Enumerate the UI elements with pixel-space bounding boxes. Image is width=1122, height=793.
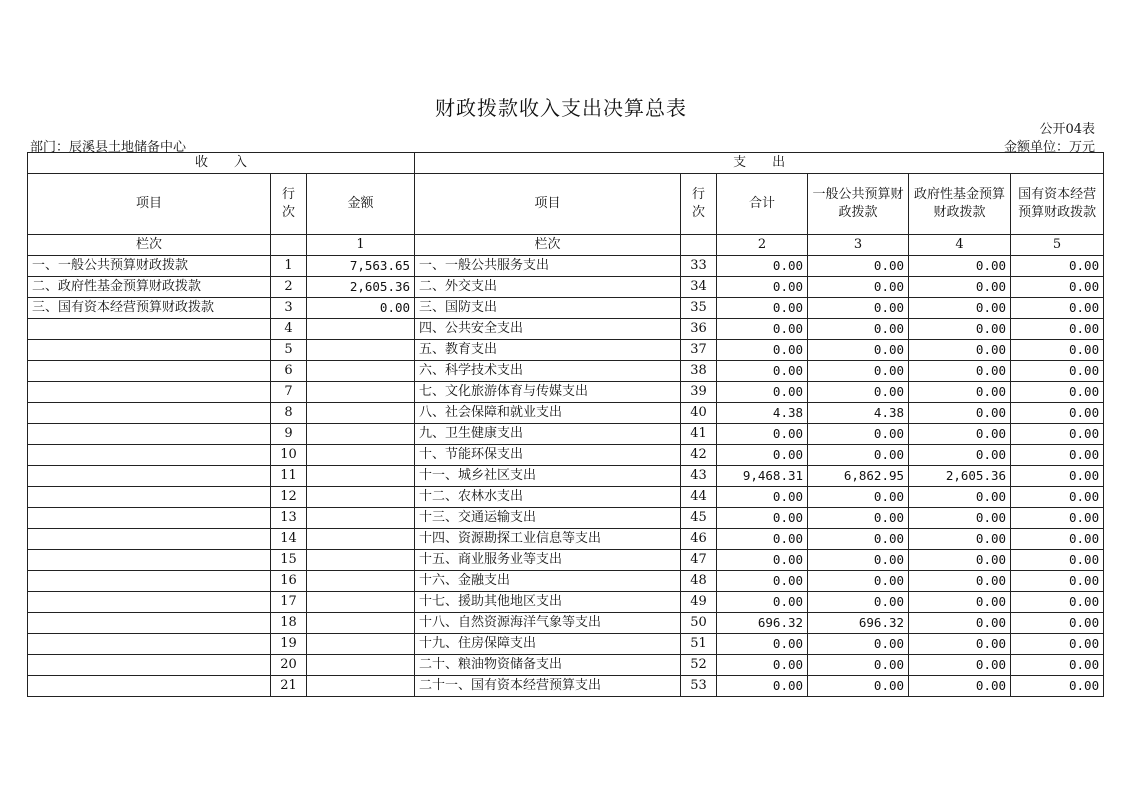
income-item-cell	[28, 571, 271, 592]
state-capital-cell: 0.00	[1011, 319, 1104, 340]
expense-row-no-cell: 37	[681, 340, 717, 361]
total-cell: 0.00	[717, 445, 808, 466]
expense-row-no-cell: 41	[681, 424, 717, 445]
income-row-no-cell: 7	[271, 382, 307, 403]
income-amount-cell	[307, 508, 415, 529]
col-income-amount: 金额	[307, 174, 415, 235]
table-row	[28, 466, 1104, 487]
fund-budget-cell: 0.00	[909, 487, 1011, 508]
income-amount-cell	[307, 571, 415, 592]
fund-budget-cell: 0.00	[909, 676, 1011, 697]
fund-budget-cell: 0.00	[909, 340, 1011, 361]
index-col-4: 4	[909, 235, 1011, 256]
col-state-capital-budget: 国有资本经营预算财政拨款	[1011, 174, 1104, 235]
expense-item-cell: 八、社会保障和就业支出	[415, 403, 681, 424]
income-amount-cell	[307, 550, 415, 571]
index-col-2: 2	[717, 235, 808, 256]
index-label-left: 栏次	[28, 235, 271, 256]
expense-row-no-cell: 45	[681, 508, 717, 529]
col-expense-row-no: 行次	[681, 174, 717, 235]
total-cell: 0.00	[717, 361, 808, 382]
section-header-row	[28, 153, 1104, 174]
income-row-no-cell: 5	[271, 340, 307, 361]
total-cell: 0.00	[717, 592, 808, 613]
page-title: 财政拨款收入支出决算总表	[435, 96, 687, 120]
fund-budget-cell: 0.00	[909, 424, 1011, 445]
income-item-cell	[28, 487, 271, 508]
income-amount-cell: 7,563.65	[307, 256, 415, 277]
state-capital-cell: 0.00	[1011, 382, 1104, 403]
income-amount-cell	[307, 655, 415, 676]
general-budget-cell: 0.00	[808, 634, 909, 655]
table-row	[28, 319, 1104, 340]
total-cell: 0.00	[717, 529, 808, 550]
total-cell: 4.38	[717, 403, 808, 424]
appropriation-summary-table	[27, 152, 1104, 697]
income-amount-cell	[307, 613, 415, 634]
state-capital-cell: 0.00	[1011, 613, 1104, 634]
table-row	[28, 256, 1104, 277]
general-budget-cell: 0.00	[808, 256, 909, 277]
general-budget-cell: 6,862.95	[808, 466, 909, 487]
table-row	[28, 361, 1104, 382]
expense-row-no-cell: 40	[681, 403, 717, 424]
state-capital-cell: 0.00	[1011, 424, 1104, 445]
state-capital-cell: 0.00	[1011, 676, 1104, 697]
income-row-no-cell: 13	[271, 508, 307, 529]
fund-budget-cell: 0.00	[909, 508, 1011, 529]
general-budget-cell: 0.00	[808, 508, 909, 529]
expense-item-cell: 九、卫生健康支出	[415, 424, 681, 445]
income-item-cell	[28, 382, 271, 403]
income-item-cell	[28, 319, 271, 340]
general-budget-cell: 0.00	[808, 382, 909, 403]
table-row	[28, 487, 1104, 508]
expense-item-cell: 十四、资源勘探工业信息等支出	[415, 529, 681, 550]
col-general-budget: 一般公共预算财政拨款	[808, 174, 909, 235]
table-row	[28, 298, 1104, 319]
state-capital-cell: 0.00	[1011, 445, 1104, 466]
income-item-cell	[28, 445, 271, 466]
column-index-row	[28, 235, 1104, 256]
expense-section-header: 支 出	[415, 153, 1104, 174]
income-row-no-cell: 8	[271, 403, 307, 424]
fund-budget-cell: 2,605.36	[909, 466, 1011, 487]
table-row	[28, 424, 1104, 445]
table-row	[28, 592, 1104, 613]
expense-item-cell: 二、外交支出	[415, 277, 681, 298]
col-fund-budget: 政府性基金预算财政拨款	[909, 174, 1011, 235]
table-row	[28, 340, 1104, 361]
index-col-3: 3	[808, 235, 909, 256]
fund-budget-cell: 0.00	[909, 445, 1011, 466]
fund-budget-cell: 0.00	[909, 403, 1011, 424]
income-row-no-cell: 1	[271, 256, 307, 277]
income-item-cell	[28, 676, 271, 697]
expense-row-no-cell: 34	[681, 277, 717, 298]
state-capital-cell: 0.00	[1011, 403, 1104, 424]
expense-item-cell: 十二、农林水支出	[415, 487, 681, 508]
expense-row-no-cell: 39	[681, 382, 717, 403]
income-item-cell	[28, 424, 271, 445]
general-budget-cell: 0.00	[808, 277, 909, 298]
income-item-cell	[28, 466, 271, 487]
table-row	[28, 571, 1104, 592]
index-col-5: 5	[1011, 235, 1104, 256]
total-cell: 0.00	[717, 550, 808, 571]
table-row	[28, 277, 1104, 298]
total-cell: 0.00	[717, 487, 808, 508]
table-row	[28, 613, 1104, 634]
table-row	[28, 634, 1104, 655]
col-total: 合计	[717, 174, 808, 235]
fund-budget-cell: 0.00	[909, 277, 1011, 298]
income-row-no-cell: 2	[271, 277, 307, 298]
index-label-right: 栏次	[415, 235, 681, 256]
state-capital-cell: 0.00	[1011, 508, 1104, 529]
income-item-cell	[28, 361, 271, 382]
general-budget-cell: 0.00	[808, 298, 909, 319]
general-budget-cell: 0.00	[808, 361, 909, 382]
income-amount-cell	[307, 319, 415, 340]
table-row	[28, 655, 1104, 676]
income-amount-cell	[307, 382, 415, 403]
state-capital-cell: 0.00	[1011, 361, 1104, 382]
total-cell: 0.00	[717, 382, 808, 403]
fund-budget-cell: 0.00	[909, 550, 1011, 571]
department-label: 部门：辰溪县土地储备中心	[30, 140, 187, 155]
income-amount-cell	[307, 487, 415, 508]
income-item-cell	[28, 634, 271, 655]
income-row-no-cell: 16	[271, 571, 307, 592]
income-item-cell	[28, 529, 271, 550]
total-cell: 0.00	[717, 634, 808, 655]
income-item-cell	[28, 508, 271, 529]
state-capital-cell: 0.00	[1011, 340, 1104, 361]
expense-item-cell: 七、文化旅游体育与传媒支出	[415, 382, 681, 403]
income-amount-cell	[307, 445, 415, 466]
income-row-no-cell: 17	[271, 592, 307, 613]
income-row-no-cell: 3	[271, 298, 307, 319]
table-row	[28, 445, 1104, 466]
income-row-no-cell: 18	[271, 613, 307, 634]
total-cell: 0.00	[717, 655, 808, 676]
income-item-cell	[28, 550, 271, 571]
state-capital-cell: 0.00	[1011, 634, 1104, 655]
state-capital-cell: 0.00	[1011, 529, 1104, 550]
state-capital-cell: 0.00	[1011, 466, 1104, 487]
income-item-cell	[28, 613, 271, 634]
total-cell: 0.00	[717, 676, 808, 697]
general-budget-cell: 0.00	[808, 340, 909, 361]
general-budget-cell: 0.00	[808, 487, 909, 508]
total-cell: 0.00	[717, 571, 808, 592]
expense-row-no-cell: 33	[681, 256, 717, 277]
expense-row-no-cell: 38	[681, 361, 717, 382]
form-number: 公开04表	[1039, 122, 1095, 137]
total-cell: 0.00	[717, 340, 808, 361]
expense-item-cell: 十三、交通运输支出	[415, 508, 681, 529]
expense-row-no-cell: 42	[681, 445, 717, 466]
fund-budget-cell: 0.00	[909, 613, 1011, 634]
expense-row-no-cell: 47	[681, 550, 717, 571]
table-row	[28, 676, 1104, 697]
table-row	[28, 403, 1104, 424]
income-amount-cell: 0.00	[307, 298, 415, 319]
income-amount-cell	[307, 634, 415, 655]
state-capital-cell: 0.00	[1011, 571, 1104, 592]
expense-row-no-cell: 43	[681, 466, 717, 487]
expense-row-no-cell: 44	[681, 487, 717, 508]
expense-item-cell: 十一、城乡社区支出	[415, 466, 681, 487]
fund-budget-cell: 0.00	[909, 655, 1011, 676]
income-row-no-cell: 15	[271, 550, 307, 571]
table-row	[28, 382, 1104, 403]
fund-budget-cell: 0.00	[909, 634, 1011, 655]
fund-budget-cell: 0.00	[909, 382, 1011, 403]
income-item-cell	[28, 655, 271, 676]
total-cell: 0.00	[717, 256, 808, 277]
income-row-no-cell: 20	[271, 655, 307, 676]
expense-row-no-cell: 36	[681, 319, 717, 340]
general-budget-cell: 0.00	[808, 550, 909, 571]
income-amount-cell	[307, 466, 415, 487]
income-section-header: 收 入	[28, 153, 415, 174]
general-budget-cell: 0.00	[808, 529, 909, 550]
state-capital-cell: 0.00	[1011, 655, 1104, 676]
income-item-cell: 三、国有资本经营预算财政拨款	[28, 298, 271, 319]
expense-row-no-cell: 51	[681, 634, 717, 655]
fund-budget-cell: 0.00	[909, 256, 1011, 277]
income-row-no-cell: 12	[271, 487, 307, 508]
total-cell: 9,468.31	[717, 466, 808, 487]
expense-item-cell: 十五、商业服务业等支出	[415, 550, 681, 571]
expense-row-no-cell: 49	[681, 592, 717, 613]
total-cell: 0.00	[717, 298, 808, 319]
income-row-no-cell: 19	[271, 634, 307, 655]
income-row-no-cell: 14	[271, 529, 307, 550]
expense-item-cell: 一、一般公共服务支出	[415, 256, 681, 277]
general-budget-cell: 0.00	[808, 319, 909, 340]
expense-item-cell: 十、节能环保支出	[415, 445, 681, 466]
income-item-cell: 二、政府性基金预算财政拨款	[28, 277, 271, 298]
expense-item-cell: 三、国防支出	[415, 298, 681, 319]
total-cell: 0.00	[717, 319, 808, 340]
amount-unit-label: 金额单位：万元	[1003, 140, 1095, 155]
income-row-no-cell: 10	[271, 445, 307, 466]
expense-row-no-cell: 50	[681, 613, 717, 634]
state-capital-cell: 0.00	[1011, 298, 1104, 319]
column-header-row	[28, 174, 1104, 235]
col-income-row-no: 行次	[271, 174, 307, 235]
fund-budget-cell: 0.00	[909, 529, 1011, 550]
general-budget-cell: 0.00	[808, 676, 909, 697]
expense-item-cell: 四、公共安全支出	[415, 319, 681, 340]
income-amount-cell	[307, 592, 415, 613]
general-budget-cell: 4.38	[808, 403, 909, 424]
income-amount-cell	[307, 340, 415, 361]
general-budget-cell: 0.00	[808, 445, 909, 466]
general-budget-cell: 696.32	[808, 613, 909, 634]
expense-row-no-cell: 35	[681, 298, 717, 319]
expense-row-no-cell: 53	[681, 676, 717, 697]
income-row-no-cell: 6	[271, 361, 307, 382]
state-capital-cell: 0.00	[1011, 487, 1104, 508]
expense-item-cell: 十八、自然资源海洋气象等支出	[415, 613, 681, 634]
expense-item-cell: 十七、援助其他地区支出	[415, 592, 681, 613]
expense-item-cell: 二十一、国有资本经营预算支出	[415, 676, 681, 697]
fund-budget-cell: 0.00	[909, 361, 1011, 382]
fund-budget-cell: 0.00	[909, 571, 1011, 592]
income-row-no-cell: 11	[271, 466, 307, 487]
expense-item-cell: 六、科学技术支出	[415, 361, 681, 382]
total-cell: 696.32	[717, 613, 808, 634]
income-amount-cell	[307, 361, 415, 382]
income-row-no-cell: 9	[271, 424, 307, 445]
table-row	[28, 550, 1104, 571]
fund-budget-cell: 0.00	[909, 592, 1011, 613]
income-item-cell: 一、一般公共预算财政拨款	[28, 256, 271, 277]
expense-row-no-cell: 48	[681, 571, 717, 592]
total-cell: 0.00	[717, 424, 808, 445]
expense-row-no-cell: 46	[681, 529, 717, 550]
fund-budget-cell: 0.00	[909, 298, 1011, 319]
col-expense-item: 项目	[415, 174, 681, 235]
income-row-no-cell: 21	[271, 676, 307, 697]
income-amount-cell	[307, 529, 415, 550]
col-income-item: 项目	[28, 174, 271, 235]
state-capital-cell: 0.00	[1011, 256, 1104, 277]
income-item-cell	[28, 340, 271, 361]
general-budget-cell: 0.00	[808, 571, 909, 592]
general-budget-cell: 0.00	[808, 655, 909, 676]
state-capital-cell: 0.00	[1011, 277, 1104, 298]
expense-item-cell: 五、教育支出	[415, 340, 681, 361]
general-budget-cell: 0.00	[808, 424, 909, 445]
table-row	[28, 529, 1104, 550]
table-row	[28, 508, 1104, 529]
expense-item-cell: 二十、粮油物资储备支出	[415, 655, 681, 676]
income-amount-cell	[307, 424, 415, 445]
income-amount-cell	[307, 676, 415, 697]
income-row-no-cell: 4	[271, 319, 307, 340]
total-cell: 0.00	[717, 508, 808, 529]
expense-row-no-cell: 52	[681, 655, 717, 676]
income-item-cell	[28, 592, 271, 613]
expense-item-cell: 十六、金融支出	[415, 571, 681, 592]
income-amount-cell: 2,605.36	[307, 277, 415, 298]
income-item-cell	[28, 403, 271, 424]
total-cell: 0.00	[717, 277, 808, 298]
state-capital-cell: 0.00	[1011, 550, 1104, 571]
index-col-1: 1	[307, 235, 415, 256]
income-amount-cell	[307, 403, 415, 424]
expense-item-cell: 十九、住房保障支出	[415, 634, 681, 655]
state-capital-cell: 0.00	[1011, 592, 1104, 613]
fund-budget-cell: 0.00	[909, 319, 1011, 340]
general-budget-cell: 0.00	[808, 592, 909, 613]
